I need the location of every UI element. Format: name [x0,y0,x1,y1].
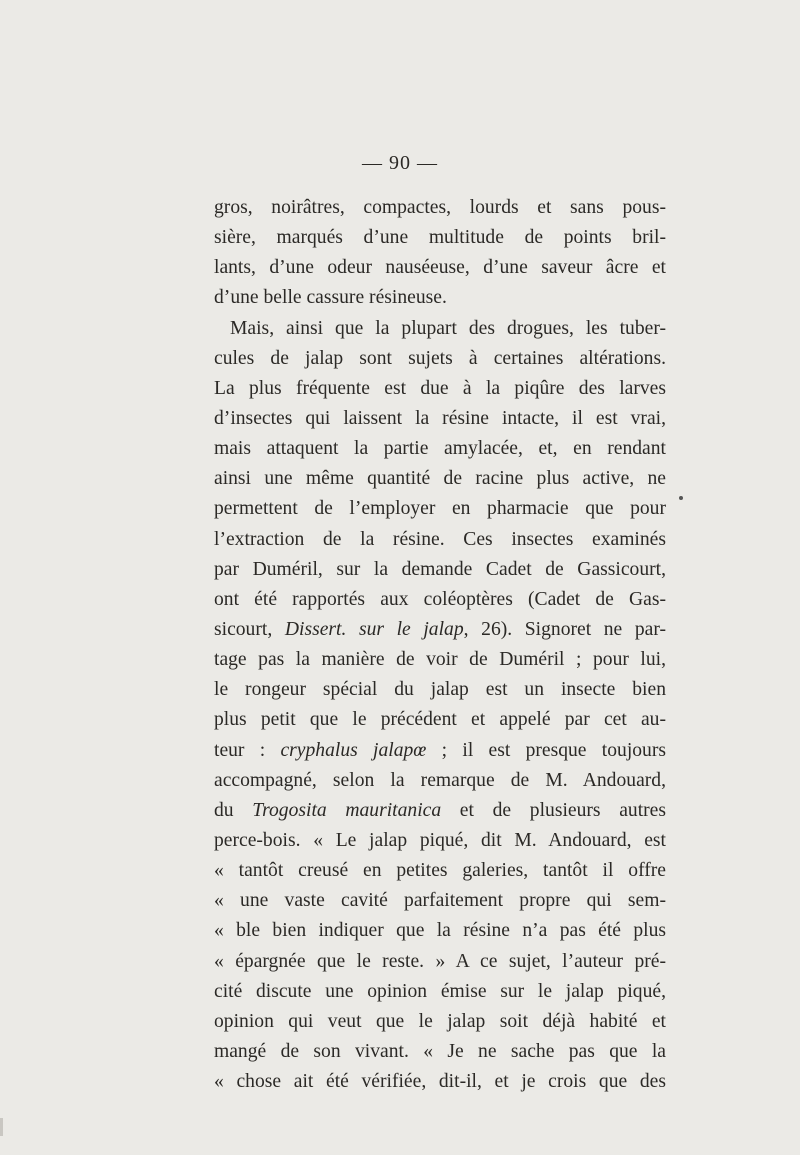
text-line: « chose ait été vérifiée, dit-il, et je crois que des [214,1071,666,1093]
body-text [214,193,666,1097]
text-line: sière, marqués d’une multitude de points bril- [214,227,666,249]
text-line: opinion qui veut que le jalap soit déjà habité et [214,1010,666,1032]
text-line: mais attaquent la partie amylacée, et, en rendant [214,438,666,460]
text-line: ont été rapportés aux coléoptères (Cadet de Gas- [214,588,666,610]
text-line: d’insectes qui laissent la résine intacte, il est vrai, [214,407,666,429]
text-line: ainsi une même quantité de racine plus active, ne [214,468,666,490]
text-line: le rongeur spécial du jalap est un insecte bien [214,679,666,701]
text-segment: ; il est presque toujours [426,739,667,761]
text-line: « épargnée que le reste. » A ce sujet, l’auteur pré- [214,950,666,972]
margin-mark [0,1118,3,1136]
text-line [214,615,666,645]
text-segment: teur : [214,739,281,761]
text-line: l’extraction de la résine. Ces insectes examinés [214,528,666,550]
text-line: d’une belle cassure résineuse. [214,287,447,309]
text-line: par Duméril, sur la demande Cadet de Gassicourt, [214,558,666,580]
stray-ink-dot [679,496,683,500]
text-line: cules de jalap sont sujets à certaines altérations. [214,347,666,369]
text-line: « une vaste cavité parfaitement propre qui sem- [214,890,666,912]
text-line: plus petit que le précédent et appelé par cet au- [214,709,666,731]
text-line: permettent de l’employer en pharmacie que pour [214,498,666,520]
text-segment: du [214,799,253,821]
text-line: Mais, ainsi que la plupart des drogues, les tuber- [230,317,666,339]
italic-text: Dissert. sur le jalap [284,618,464,640]
text-line [214,736,666,766]
text-line: perce-bois. « Le jalap piqué, dit M. Andouard, est [214,829,666,851]
text-segment: , 26). Signoret ne par- [463,618,667,640]
text-line: cité discute une opinion émise sur le jalap piqué, [214,980,666,1002]
text-line: « ble bien indiquer que la résine n’a pas été plus [214,920,666,942]
text-line: La plus fréquente est due à la piqûre des larves [214,377,666,399]
italic-text: Trogosita mauritanica [252,799,442,821]
text-segment: et de plusieurs autres [441,799,666,821]
italic-text: cryphalus jalapœ [280,739,427,761]
page-number: — 90 — [362,152,438,174]
text-line: gros, noirâtres, compactes, lourds et sans pous- [214,197,666,218]
text-line: accompagné, selon la remarque de M. Andouard, [214,769,666,791]
text-line: lants, d’une odeur nauséeuse, d’une saveur âcre et [214,257,666,279]
text-line: mangé de son vivant. « Je ne sache pas que la [214,1040,666,1062]
text-segment: sicourt, [214,618,285,640]
text-line [214,796,666,826]
text-line: « tantôt creusé en petites galeries, tantôt il offre [214,860,666,882]
text-line: tage pas la manière de voir de Duméril ; pour lui, [214,649,666,671]
